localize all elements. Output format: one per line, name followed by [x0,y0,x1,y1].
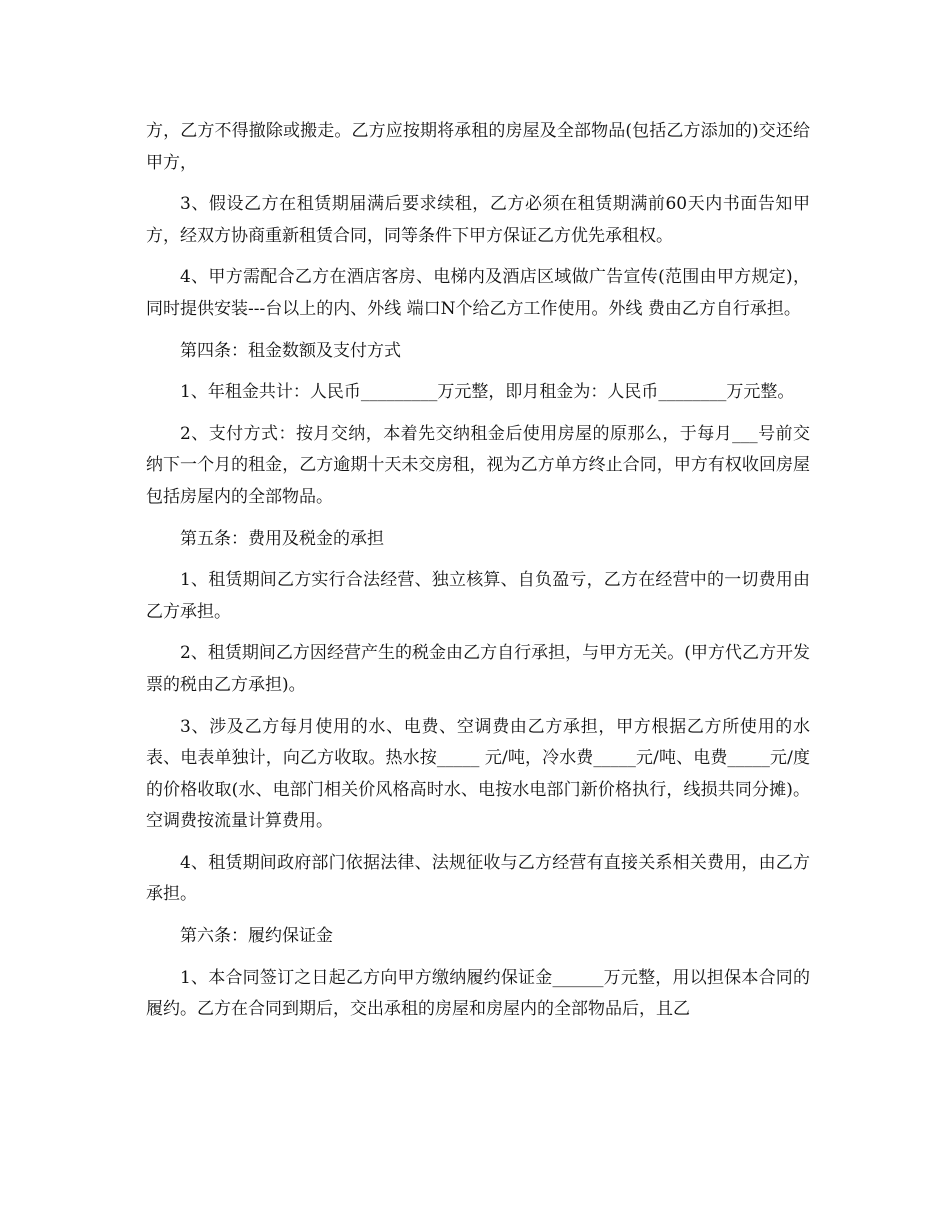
paragraph-return-items: 方，乙方不得撤除或搬走。乙方应按期将承租的房屋及全部物品(包括乙方添加的)交还给甲方， [146,121,810,173]
paragraph-advertising: 4、甲方需配合乙方在酒店客房、电梯内及酒店区域做广告宣传(范围由甲方规定)，同时提供安装---台以上的内、外线 端口N个给乙方工作使用。外线 费由乙方自行承担。 [146,267,810,319]
paragraph-payment-method: 2、支付方式：按月交纳，本着先交纳租金后使用房屋的原那么，于每月___号前交纳下一个月的租金，乙方逾期十天未交房租，视为乙方单方终止合同，甲方有权收回房屋包括房屋内的全部物品。 [146,423,810,507]
paragraph-performance-deposit: 1、本合同签订之日起乙方向甲方缴纳履约保证金______万元整，用以担保本合同的履约。乙方在合同到期后，交出承租的房屋和房屋内的全部物品后，且乙 [146,967,810,1020]
paragraph-renewal: 3、假设乙方在租赁期届满后要求续租，乙方必须在租赁期满前60天内书面告知甲方，经双方协商重新租赁合同，同等条件下甲方保证乙方优先承租权。 [146,194,810,246]
paragraph-utilities: 3、涉及乙方每月使用的水、电费、空调费由乙方承担，甲方根据乙方所使用的水表、电表单独计，向乙方收取。热水按_____ 元/吨，冷水费_____元/吨、电费_____元/度的价格收取(水、电部门相关价风格高时水、电按水电部门新价格执行，线损共同分摊)。空调费按流量计算费用。 [146,716,810,832]
paragraph-government-fees: 4、租赁期间政府部门依据法律、法规征收与乙方经营有直接关系相关费用，由乙方承担。 [146,852,810,905]
paragraph-taxes: 2、租赁期间乙方因经营产生的税金由乙方自行承担，与甲方无关。(甲方代乙方开发票的税由乙方承担)。 [146,643,810,695]
section-heading-deposit: 第六条：履约保证金 [180,926,333,947]
section-heading-rent: 第四条：租金数额及支付方式 [180,340,401,361]
section-heading-fees-taxes: 第五条：费用及税金的承担 [180,528,384,549]
paragraph-operating-costs: 1、租赁期间乙方实行合法经营、独立核算、自负盈亏，乙方在经营中的一切费用由乙方承担。 [146,570,810,622]
paragraph-annual-rent: 1、年租金共计：人民币_________万元整，即月租金为：人民币________万元整。 [180,382,795,403]
